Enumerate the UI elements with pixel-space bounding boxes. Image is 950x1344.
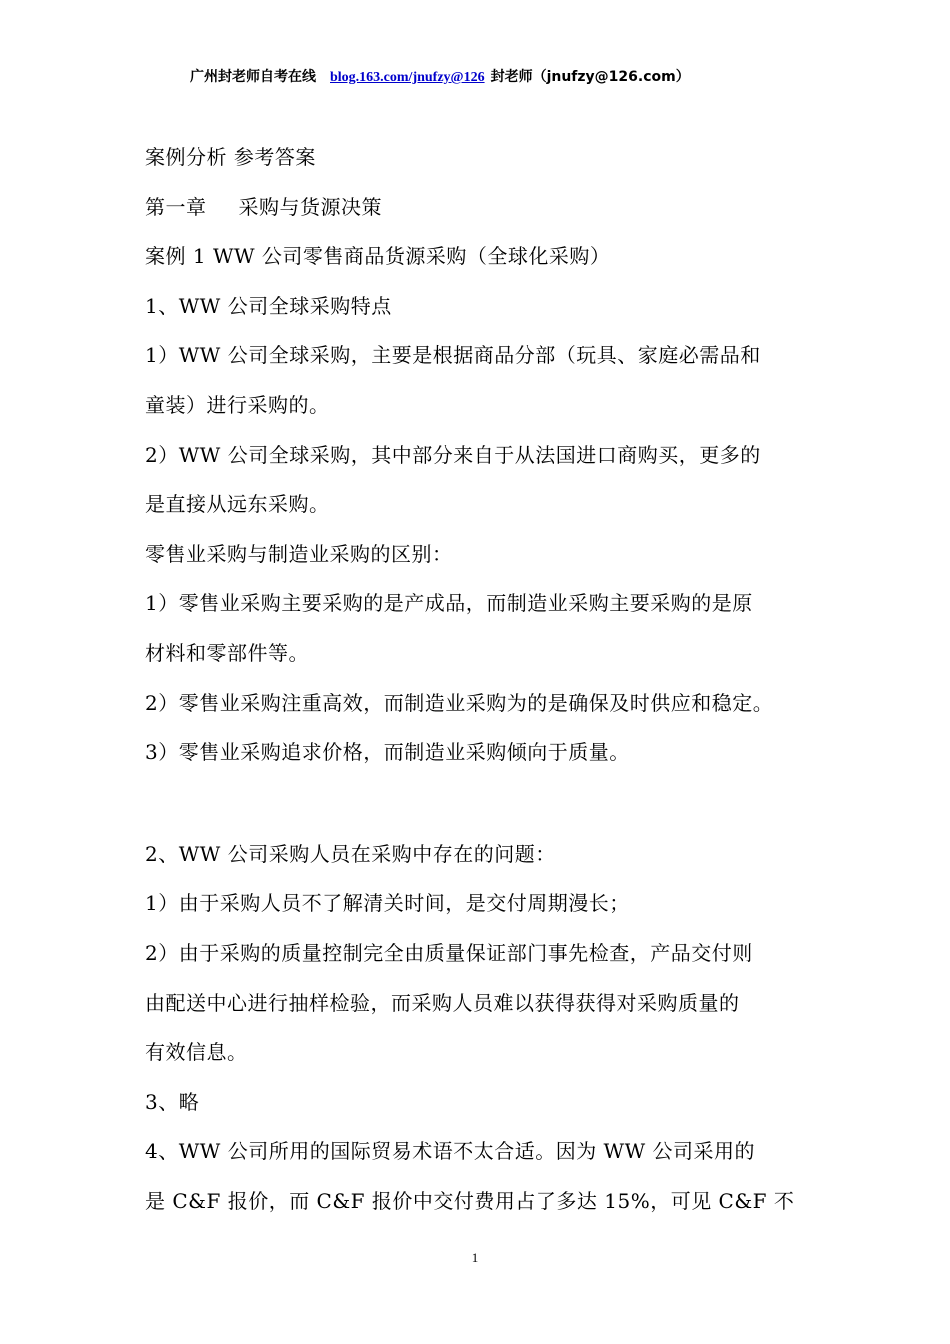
paragraph-line: 1）零售业采购主要采购的是产成品，而制造业采购主要采购的是原 <box>145 591 753 616</box>
paragraph-line: 2）零售业采购注重高效，而制造业采购为的是确保及时供应和稳定。 <box>145 690 774 715</box>
paragraph-line: 2）WW 公司全球采购，其中部分来自于从法国进口商购买，更多的 <box>145 442 761 467</box>
paragraph-line: 是直接从远东采购。 <box>145 492 330 517</box>
chapter-title: 采购与货源决策 <box>238 194 382 219</box>
paragraph-line: 2）由于采购的质量控制完全由质量保证部门事先检查，产品交付则 <box>145 940 753 965</box>
chapter-heading <box>145 183 825 233</box>
paragraph-line: 1）由于采购人员不了解清关时间，是交付周期漫长； <box>145 891 630 916</box>
header-blog-link[interactable]: blog.163.com/jnufzy@126 <box>330 70 485 85</box>
paragraph-line: 材料和零部件等。 <box>145 640 309 665</box>
page-number: 1 <box>471 1250 479 1265</box>
paragraph-line: 童装）进行采购的。 <box>145 392 330 417</box>
paragraph-line: 1、WW 公司全球采购特点 <box>145 293 392 318</box>
header-site-name: 广州封老师自考在线 <box>190 69 316 85</box>
blank-line <box>145 778 825 830</box>
document-body <box>145 133 825 1226</box>
section-title: 案例分析 参考答案 <box>145 145 316 169</box>
chapter-number: 第一章 <box>145 194 207 219</box>
header-author: 封老师（jnufzy@126.com） <box>490 69 690 85</box>
paragraph-line: 是 C&F 报价，而 C&F 报价中交付费用占了多达 15%，可见 C&F 不 <box>145 1188 795 1213</box>
case-title: 案例 1 WW 公司零售商品货源采购（全球化采购） <box>145 244 611 269</box>
page-header <box>190 66 790 86</box>
paragraph-line: 由配送中心进行抽样检验，而采购人员难以获得获得对采购质量的 <box>145 990 740 1015</box>
paragraph-line: 1）WW 公司全球采购，主要是根据商品分部（玩具、家庭必需品和 <box>145 343 761 368</box>
paragraph-line: 零售业采购与制造业采购的区别： <box>145 541 453 566</box>
paragraph-line: 3、略 <box>145 1089 200 1114</box>
paragraph-line: 2、WW 公司采购人员在采购中存在的问题： <box>145 841 556 866</box>
paragraph-line: 3）零售业采购追求价格，而制造业采购倾向于质量。 <box>145 740 630 765</box>
paragraph-line: 有效信息。 <box>145 1040 248 1065</box>
paragraph-line: 4、WW 公司所用的国际贸易术语不太合适。因为 WW 公司采用的 <box>145 1139 756 1164</box>
